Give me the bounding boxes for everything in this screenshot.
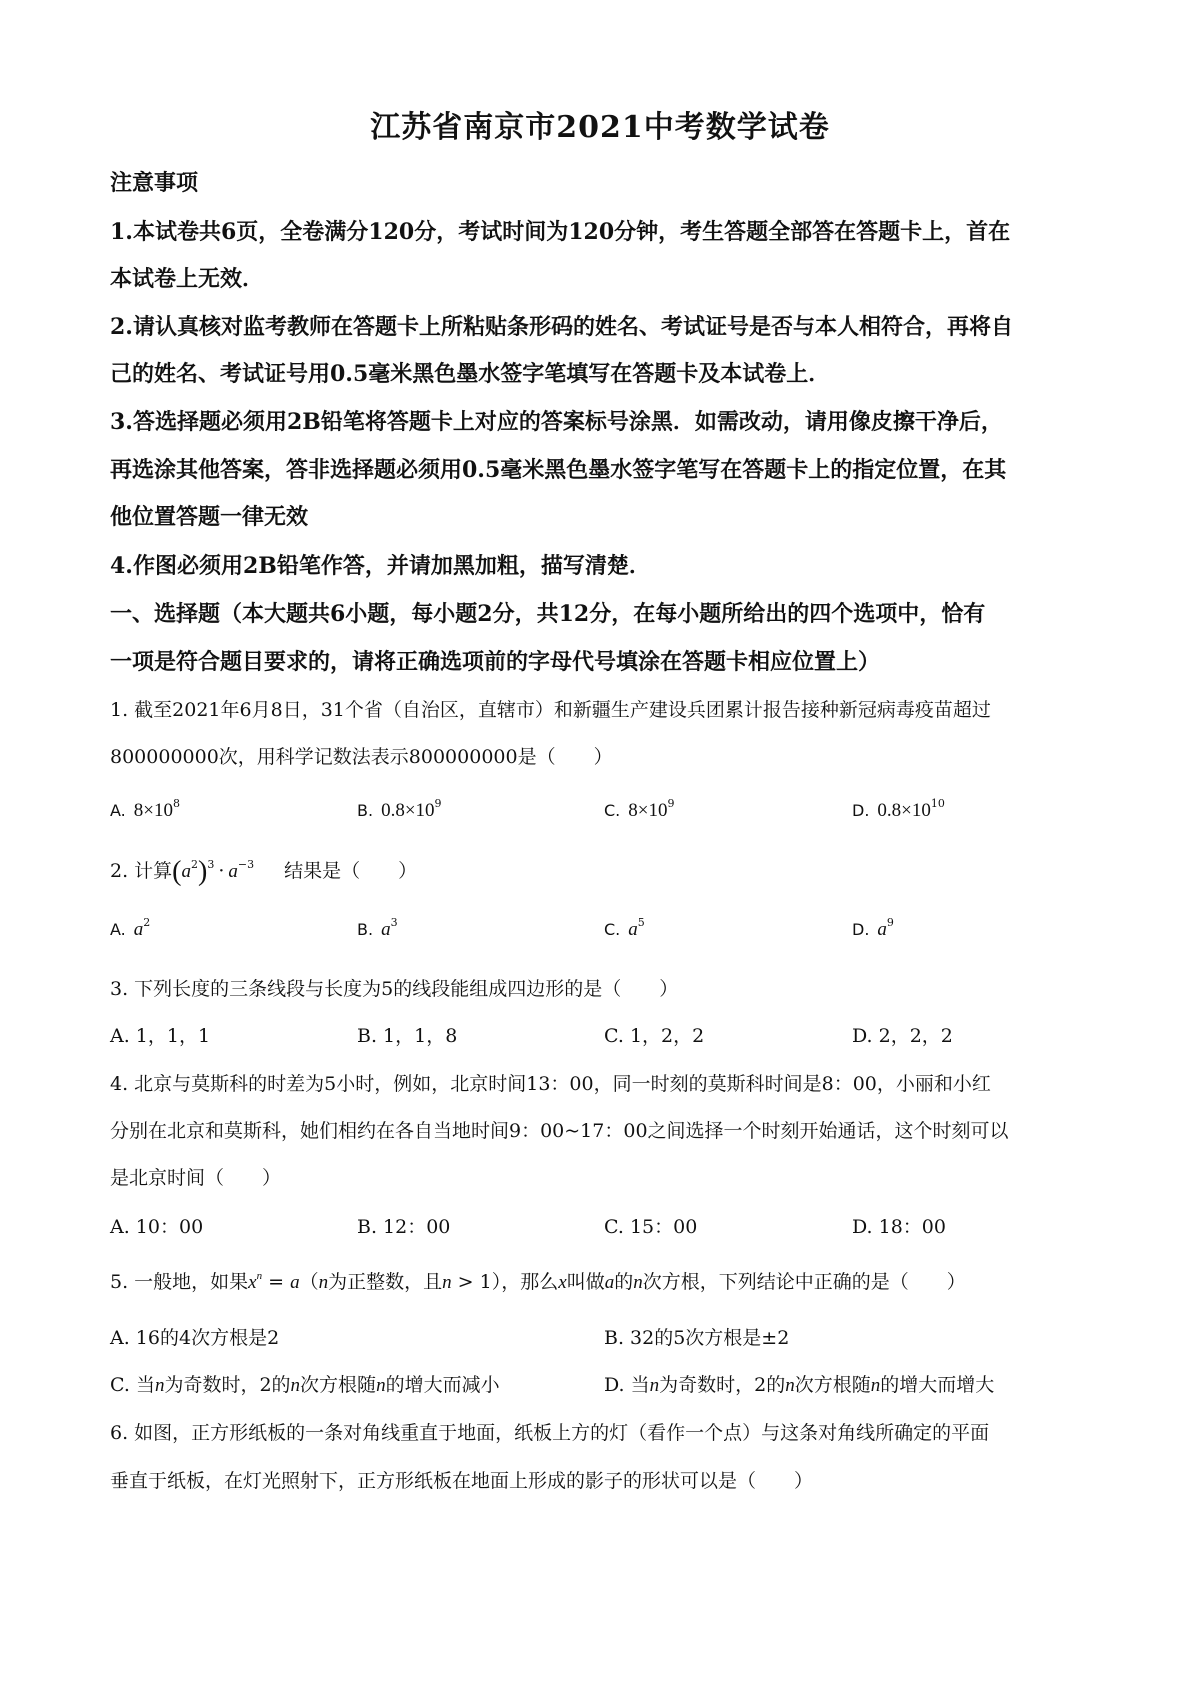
section1-heading: 一、选择题（本大题共6小题，每小题2分，共12分，在每小题所给出的四个选项中，恰有 [110, 601, 986, 627]
notice-item-1-cont: 本试卷上无效． [110, 266, 265, 292]
q4-option-b: B. 12：00 [357, 1216, 451, 1238]
q5-option-a: A. 16的4次方根是2 [110, 1327, 280, 1349]
notice-heading: 注意事项 [110, 170, 199, 196]
question-3: 3. 下列长度的三条线段与长度为5的线段能组成四边形的是（ ） [110, 978, 679, 1000]
q3-option-c: C. 1，2，2 [604, 1025, 705, 1047]
notice-item-3-cont2: 他位置答题一律无效 [110, 504, 309, 530]
question-5: 5. 一般地，如果$x^n = a(n$为正整数，且n > 1），那么x叫做a的n次方根，下列结论中正确的是（ ） [110, 1270, 966, 1293]
q2-option-b: B. $a^3$ [357, 916, 398, 940]
question-4-cont2: 是北京时间（ ） [110, 1167, 282, 1189]
q1-option-b: B. $0.8\times 10^9$ [357, 797, 442, 821]
q4-option-d: D. 18：00 [852, 1216, 946, 1238]
notice-item-3: 3.答选择题必须用2B铅笔将答题卡上对应的答案标号涂黑．如需改动，请用像皮擦干净后， [110, 409, 1003, 435]
section1-heading-cont: 一项是符合题目要求的，请将正确选项前的字母代号填涂在答题卡相应位置上） [110, 649, 881, 675]
question-1: 1. 截至2021年6月8日，31个省（自治区，直辖市）和新疆生产建设兵团累计报告接种新冠病毒疫苗超过 [110, 699, 991, 721]
q5-option-d: D. 当n为奇数时，2的n次方根随n的增大而增大 [604, 1374, 995, 1396]
question-4-cont: 分别在北京和莫斯科，她们相约在各自当地时间9：00~17：00之间选择一个时刻开始通话，这个时刻可以 [110, 1120, 1009, 1142]
q2-option-a: A. $a^2$ [110, 916, 151, 940]
question-4: 4. 北京与莫斯科的时差为5小时，例如，北京时间13：00，同一时刻的莫斯科时间是8：00，小丽和小红 [110, 1073, 991, 1095]
notice-item-1: 1.本试卷共6页，全卷满分120分，考试时间为120分钟，考生答题全部答在答题卡上，首在 [110, 219, 1011, 245]
question-2: 2. 计算$(a^2)^3 \cdot a^{-3}$ 结果是（ ） [110, 856, 418, 887]
q4-option-c: C. 15：00 [604, 1216, 698, 1238]
q1-option-c: C. $8\times 10^9$ [604, 797, 675, 821]
notice-item-2-cont: 己的姓名、考试证号用0.5毫米黑色墨水签字笔填写在答题卡及本试卷上． [110, 361, 831, 387]
q3-option-a: A. 1，1，1 [110, 1025, 211, 1047]
notice-item-3-cont: 再选涂其他答案，答非选择题必须用0.5毫米黑色墨水签字笔写在答题卡上的指定位置，在其 [110, 457, 1007, 483]
q5-option-c: C. 当n为奇数时，2的n次方根随n的增大而减小 [110, 1374, 500, 1396]
notice-item-4: 4.作图必须用2B铅笔作答，并请加黑加粗，描写清楚． [110, 553, 651, 579]
q5-option-b: B. 32的5次方根是±2 [604, 1327, 790, 1349]
notice-item-2: 2.请认真核对监考教师在答题卡上所粘贴条形码的姓名、考试证号是否与本人相符合，再将自 [110, 314, 1013, 340]
q4-option-a: A. 10：00 [110, 1216, 204, 1238]
q2-option-d: D. $a^9$ [852, 916, 894, 940]
question-6: 6. 如图，正方形纸板的一条对角线重直于地面，纸板上方的灯（看作一个点）与这条对角线所确定的平面 [110, 1422, 990, 1444]
question-6-cont: 垂直于纸板，在灯光照射下，正方形纸板在地面上形成的影子的形状可以是（ ） [110, 1470, 814, 1492]
q3-option-d: D. 2，2，2 [852, 1025, 953, 1047]
q1-option-a: A. $8\times 10^8$ [110, 797, 180, 821]
q2-option-c: C. $a^5$ [604, 916, 645, 940]
exam-title: 江苏省南京市2021中考数学试卷 [370, 110, 830, 145]
q1-option-d: D. $0.8\times 10^{10}$ [852, 797, 945, 821]
q3-option-b: B. 1，1，8 [357, 1025, 458, 1047]
question-1-cont: 800000000次，用科学记数法表示800000000是（ ） [110, 746, 613, 768]
